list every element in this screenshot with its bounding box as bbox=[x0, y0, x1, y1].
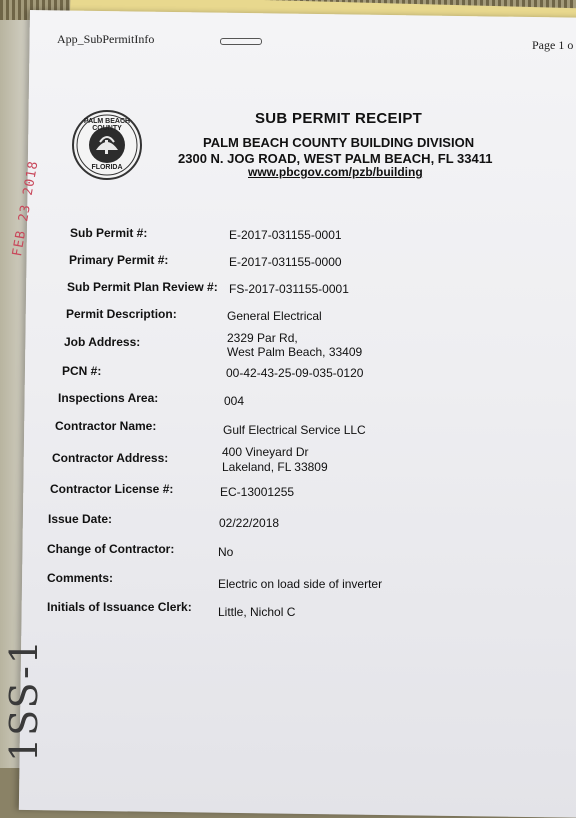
field-label: Contractor License #: bbox=[50, 482, 174, 496]
field-label: Contractor Address: bbox=[52, 451, 169, 465]
field-label: Initials of Issuance Clerk: bbox=[47, 600, 192, 614]
field-value: E-2017-031155-0001 bbox=[229, 228, 342, 242]
field-label: Comments: bbox=[47, 571, 114, 585]
field-value: 02/22/2018 bbox=[219, 516, 280, 530]
field-value: No bbox=[218, 545, 234, 559]
received-date-stamp: FEB 23 2018 bbox=[10, 159, 42, 258]
page-number: Page 1 o bbox=[532, 38, 574, 52]
field-value-line2: Lakeland, FL 33809 bbox=[222, 460, 328, 474]
seal-top-text: PALM BEACH COUNTY bbox=[83, 118, 131, 132]
field-label: Sub Permit Plan Review #: bbox=[67, 280, 218, 294]
field-value: 00-42-43-25-09-035-0120 bbox=[226, 366, 364, 380]
field-label: Issue Date: bbox=[48, 512, 113, 526]
field-value: 004 bbox=[224, 394, 245, 408]
county-seal-logo bbox=[72, 110, 142, 180]
field-value: 2329 Par Rd, bbox=[227, 331, 298, 345]
seal-bottom-text: FLORIDA bbox=[91, 164, 123, 171]
receipt-title: SUB PERMIT RECEIPT bbox=[255, 110, 423, 127]
handwritten-note: 1SS-1 bbox=[2, 638, 46, 762]
staple-mark bbox=[220, 38, 262, 45]
field-value: Little, Nichol C bbox=[218, 605, 296, 619]
field-label: Primary Permit #: bbox=[69, 253, 169, 267]
field-value: 400 Vineyard Dr bbox=[222, 445, 309, 459]
organization-address: 2300 N. JOG ROAD, WEST PALM BEACH, FL 33411 bbox=[178, 151, 493, 166]
field-value: Electric on load side of inverter bbox=[218, 577, 383, 591]
field-label: Job Address: bbox=[64, 335, 141, 349]
field-value: EC-13001255 bbox=[220, 485, 295, 499]
field-value-line2: West Palm Beach, 33409 bbox=[227, 345, 363, 359]
field-value: E-2017-031155-0000 bbox=[229, 255, 342, 269]
field-label: Permit Description: bbox=[66, 307, 177, 321]
field-label: Contractor Name: bbox=[55, 419, 157, 433]
organization-website-link[interactable]: www.pbcgov.com/pzb/building bbox=[248, 165, 423, 179]
field-value: FS-2017-031155-0001 bbox=[229, 282, 349, 296]
field-value: Gulf Electrical Service LLC bbox=[223, 423, 366, 437]
field-value: General Electrical bbox=[227, 309, 322, 323]
organization-name: PALM BEACH COUNTY BUILDING DIVISION bbox=[203, 135, 475, 150]
app-name: App_SubPermitInfo bbox=[57, 32, 155, 46]
field-label: Sub Permit #: bbox=[70, 226, 148, 240]
field-label: Change of Contractor: bbox=[47, 542, 175, 556]
field-label: Inspections Area: bbox=[58, 391, 159, 405]
field-label: PCN #: bbox=[62, 364, 102, 378]
